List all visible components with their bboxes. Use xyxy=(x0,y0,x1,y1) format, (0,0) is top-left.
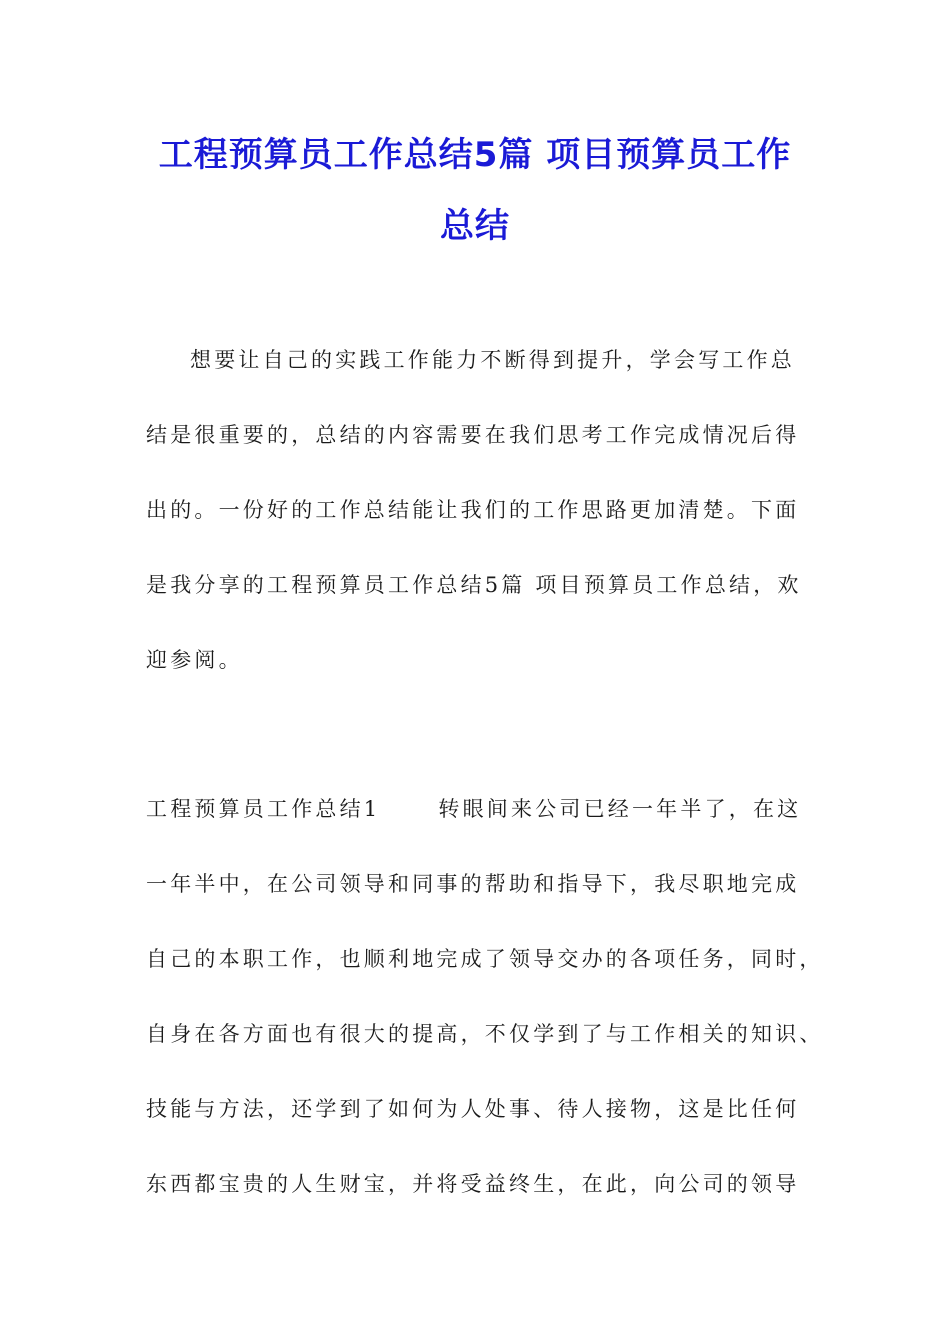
section-1-line-4: 自身在各方面也有很大的提高，不仅学到了与工作相关的知识、 xyxy=(146,1022,824,1046)
section-1-line-3: 自己的本职工作，也顺利地完成了领导交办的各项任务，同时， xyxy=(146,947,824,971)
section-1-heading: 工程预算员工作总结1 xyxy=(146,797,381,821)
section-1-first-line xyxy=(146,793,806,825)
section-1-line-2: 一年半中，在公司领导和同事的帮助和指导下，我尽职地完成 xyxy=(146,872,800,896)
intro-paragraph-line-4: 是我分享的工程预算员工作总结5篇 项目预算员工作总结，欢 xyxy=(146,573,802,597)
intro-paragraph-line-3: 出的。一份好的工作总结能让我们的工作思路更加清楚。下面 xyxy=(146,498,800,522)
section-1-line-6: 东西都宝贵的人生财宝，并将受益终生，在此，向公司的领导 xyxy=(146,1172,800,1196)
intro-paragraph-line-5: 迎参阅。 xyxy=(146,648,243,672)
section-1-first-line-text: 转眼间来公司已经一年半了，在这 xyxy=(438,797,802,821)
intro-paragraph-line-1: 想要让自己的实践工作能力不断得到提升，学会写工作总 xyxy=(190,348,795,372)
section-1-line-5: 技能与方法，还学到了如何为人处事、待人接物，这是比任何 xyxy=(146,1097,800,1121)
document-title-line-2: 总结 xyxy=(440,206,510,246)
intro-paragraph-line-2: 结是很重要的，总结的内容需要在我们思考工作完成情况后得 xyxy=(146,423,800,447)
document-title-line-1: 工程预算员工作总结5篇 项目预算员工作 xyxy=(158,135,792,175)
